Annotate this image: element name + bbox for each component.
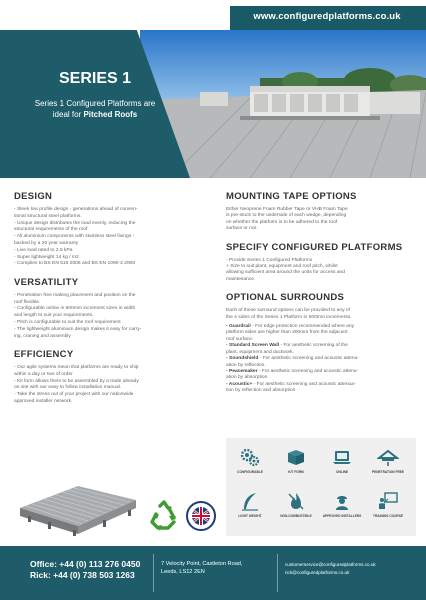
list-item: - Unique design distributes the load evenly, reducing the: [14, 220, 136, 226]
surrounds-heading: OPTIONAL SURROUNDS: [226, 292, 345, 304]
platform-illustration: [18, 478, 138, 538]
list-item: and length to suit your requirements.: [14, 313, 94, 319]
feature-online: ONLINE: [320, 446, 364, 474]
feature-configurable: CONFIGURABLE: [228, 446, 272, 474]
efficiency-list: [14, 365, 209, 405]
list-item: - Kit form allows them to be assembled by a trade already: [14, 378, 139, 384]
header-bar: [0, 0, 426, 30]
design-section: [14, 191, 209, 268]
list-item: ing, craning and assembly: [14, 333, 71, 339]
list-item: - Live load rated to 2.5 kPa: [14, 247, 73, 253]
surround-item-screen-wall: - Standard Screen Wall - For aesthetic screening of the plant, equipment and ductwork.: [226, 343, 348, 355]
surround-item-soundshield: - Soundshield - For aesthetic screening and acoustic attenu- ation by reflection.: [226, 356, 359, 368]
list-item: within a day or two of order: [14, 371, 73, 377]
surround-item-peacemaker: - Peacemaker - For aesthetic screening and acoustic attenu- ation by absorption: [226, 368, 359, 381]
versatility-section: [14, 277, 209, 340]
recycle-icon: [148, 500, 180, 532]
feature-training-course: TRAINING COURSE: [366, 490, 410, 518]
list-item: tional structural steel platforms.: [14, 213, 82, 219]
website-url[interactable]: www.configuredplatforms.co.uk: [253, 11, 401, 22]
footer-address: 7 Velocity Point, Castleton Road, Leeds, LS12 2EN: [161, 561, 243, 575]
box-icon: [285, 446, 307, 468]
presentation-icon: [377, 490, 399, 512]
specify-section: [226, 242, 416, 284]
hero-title: SERIES 1: [58, 70, 132, 87]
design-heading: DESIGN: [14, 191, 53, 202]
list-item: - Complies to BS EN 516 2006 and BS EN 1090-3 2008: [14, 261, 135, 267]
list-item: - All aluminium components with stainless steel fixings -: [14, 234, 135, 240]
surrounds-section: [226, 292, 416, 394]
footer-emails: [285, 561, 376, 576]
list-item: - The lightweight aluminium design makes it easy for carry-: [14, 326, 142, 332]
list-item: - Configurable online in 600mm increment sizes in width: [14, 306, 136, 312]
surround-item-acoustic-plus: - Acoustic+ - For aesthetic screening and acoustic attenua- tion by reflection and absorption: [226, 381, 356, 394]
made-in-uk-badge-icon: [186, 501, 216, 531]
specify-heading: SPECIFY CONFIGURED PLATFORMS: [226, 241, 403, 253]
mounting-section: [226, 191, 416, 233]
feather-icon: [239, 490, 261, 512]
list-item: - Pitch is configurable to suit the roof requirement: [14, 319, 121, 325]
feature-approved-installers: APPROVED INSTALLERS: [320, 490, 364, 518]
footer-divider: [277, 554, 278, 592]
flame-icon: [285, 490, 307, 512]
left-column: [14, 191, 209, 414]
feature-light-weight: LIGHT WEIGHT: [228, 490, 272, 518]
roof-icon: [377, 446, 399, 468]
specify-text: - Provide Series 1 Configured Platforms + Size to suit plant, equipment and roof pitch, whilst allowing sufficient area around the units for access and maintenance.: [226, 257, 345, 282]
list-item: structural requirements of the roof.: [14, 227, 89, 233]
mobile-phone[interactable]: Rick: +44 (0) 738 503 1263: [30, 570, 135, 580]
efficiency-heading: EFFICIENCY: [14, 348, 74, 360]
footer-phones: [30, 559, 140, 581]
hero-subtitle: Series 1 Configured Platforms are ideal for Pitched Roofs: [34, 99, 156, 119]
list-item: approved installer network.: [14, 398, 73, 404]
feature-penetration-free: PENETRATION FREE: [366, 446, 410, 474]
design-list: [14, 207, 209, 268]
mounting-heading: MOUNTING TAPE OPTIONS: [226, 191, 357, 202]
list-item: - Our agile systems mean that platforms are ready to ship: [14, 364, 139, 370]
list-item: on site with our easy to follow installation manual.: [14, 385, 122, 391]
right-column: [226, 191, 416, 404]
list-item: - Penetration free making placement and position on the: [14, 292, 136, 298]
list-item: - Sleek low profile design - generations ahead of conven-: [14, 207, 138, 212]
hero: [0, 30, 426, 178]
mounting-text: Either Neoprene Foam Rubber Tape or VHB Foam Tape is pre-stuck to the underside of each wedge, depending on whether the platform is to be adhered to the roof surface or not.: [226, 207, 348, 232]
list-item: backed by a 20 year warranty: [14, 240, 79, 246]
gears-icon: [239, 446, 261, 468]
list-item: roof flexible.: [14, 299, 41, 305]
rooftop-photo: [140, 30, 426, 178]
versatility-heading: VERSATILITY: [14, 276, 79, 288]
customer-service-email[interactable]: customerservice@configuredplatforms.co.uk: [285, 562, 376, 567]
features-panel: [226, 438, 416, 536]
surround-item-guardrail: - Guardrail - For edge protection recommended where any platform sides are higher than 300mm from the adjacent roof surface.: [226, 324, 355, 342]
efficiency-section: [14, 349, 209, 405]
worker-icon: [331, 490, 353, 512]
office-phone[interactable]: Office: +44 (0) 113 276 0450: [30, 559, 141, 569]
feature-kit-form: KIT FORM: [274, 446, 318, 474]
feature-non-combustible: NON-COMBUSTIBLE: [274, 490, 318, 518]
versatility-list: [14, 293, 209, 340]
laptop-icon: [331, 446, 353, 468]
contact-email[interactable]: rick@configuredplatforms.co.uk: [285, 569, 350, 575]
surrounds-intro: Each of these surround options can be provided to any of the 4 sides of the Series 1 Platform in 600mm increments.: [226, 308, 352, 320]
footer-divider: [153, 554, 154, 592]
list-item: - Super lightweight 14 kg / m2: [14, 254, 79, 260]
list-item: - Take the stress out of your project with our nationwide: [14, 392, 134, 398]
footer: [0, 546, 426, 600]
